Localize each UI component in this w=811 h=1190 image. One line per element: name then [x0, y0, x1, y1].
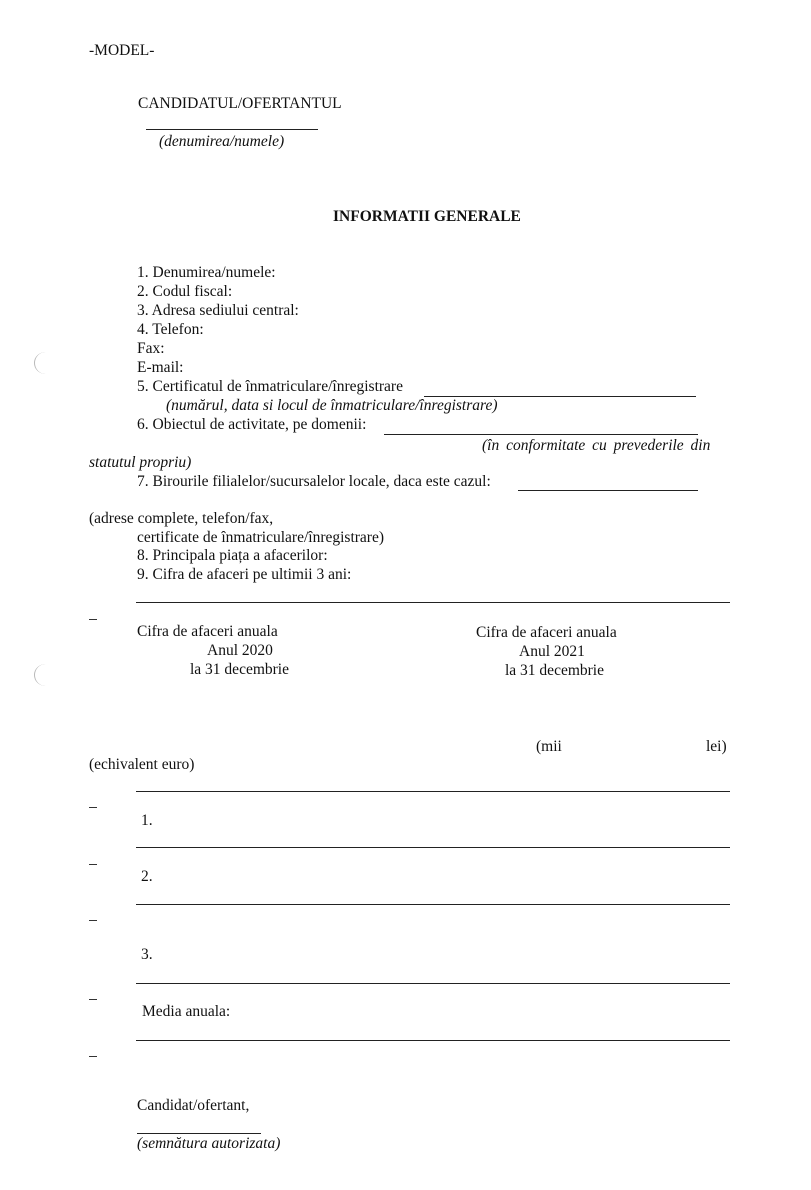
table-dash: [89, 807, 97, 808]
turnover-table-top-line: [136, 602, 730, 603]
branch-offices-hint-a: (adrese complete, telefon/fax,: [89, 510, 274, 527]
registration-certificate-hint: (numărul, data si locul de înmatriculare/înregistrare): [166, 397, 498, 414]
turnover-col1-label: Cifra de afaceri anuala: [137, 623, 278, 640]
applicant-name-line: [146, 129, 318, 130]
page-title: INFORMATII GENERALE: [333, 208, 521, 225]
turnover-unit-c: (echivalent euro): [89, 756, 195, 773]
turnover-average-label: Media anuala:: [142, 1003, 231, 1020]
turnover-table-bottom-line: [136, 1040, 730, 1041]
table-dash: [89, 999, 97, 1000]
turnover-row-line-2: [136, 904, 730, 905]
activity-object-hint-b: statutul propriu): [89, 454, 192, 471]
turnover-col1-date: la 31 decembrie: [190, 661, 289, 678]
turnover-row-label: 1.: [141, 812, 153, 829]
field-turnover: 9. Cifra de afaceri pe ultimii 3 ani:: [137, 566, 352, 583]
field-fiscal-code: 2. Codul fiscal:: [137, 283, 233, 300]
turnover-col2-label: Cifra de afaceri anuala: [476, 624, 617, 641]
field-address: 3. Adresa sediului central:: [137, 302, 299, 319]
model-label: -MODEL-: [89, 42, 155, 59]
turnover-row-line-0: [136, 791, 730, 792]
field-name: 1. Denumirea/numele:: [137, 264, 276, 281]
punch-hole-bottom: [34, 664, 57, 686]
turnover-row-line-3: [136, 983, 730, 984]
punch-hole-top: [34, 352, 57, 374]
field-main-market: 8. Principala piața a afacerilor:: [137, 547, 328, 564]
field-activity-object: 6. Obiectul de activitate, pe domenii:: [137, 416, 367, 433]
field-branch-offices: 7. Birourile filialelor/sucursalelor locale, daca este cazul:: [137, 473, 491, 490]
field-phone: 4. Telefon:: [137, 321, 204, 338]
field-registration-certificate: 5. Certificatul de înmatriculare/înregistrare: [137, 378, 403, 395]
branch-offices-hint-b: certificate de înmatriculare/înregistrare): [137, 529, 384, 546]
table-dash: [89, 920, 97, 921]
signature-hint: (semnătura autorizata): [137, 1135, 281, 1152]
turnover-row-line-1: [136, 847, 730, 848]
activity-object-line: [384, 434, 698, 435]
applicant-name-hint: (denumirea/numele): [159, 133, 285, 150]
turnover-unit-b: lei): [706, 738, 727, 755]
activity-object-hint-a: (în conformitate cu prevederile din: [482, 437, 711, 454]
table-dash: [89, 864, 97, 865]
signature-label: Candidat/ofertant,: [137, 1097, 250, 1114]
field-email: E-mail:: [137, 359, 184, 376]
field-fax: Fax:: [137, 340, 165, 357]
table-dash: [89, 1056, 97, 1057]
branch-offices-line: [518, 490, 698, 491]
turnover-col2-date: la 31 decembrie: [505, 662, 604, 679]
turnover-col1-year: Anul 2020: [207, 642, 273, 659]
turnover-row-label: 3.: [141, 946, 153, 963]
table-dash: [89, 619, 97, 620]
applicant-heading: CANDIDATUL/OFERTANTUL: [138, 95, 342, 112]
signature-line: [137, 1133, 261, 1134]
turnover-unit-a: (mii: [536, 738, 562, 755]
turnover-col2-year: Anul 2021: [519, 643, 585, 660]
turnover-row-label: 2.: [141, 868, 153, 885]
